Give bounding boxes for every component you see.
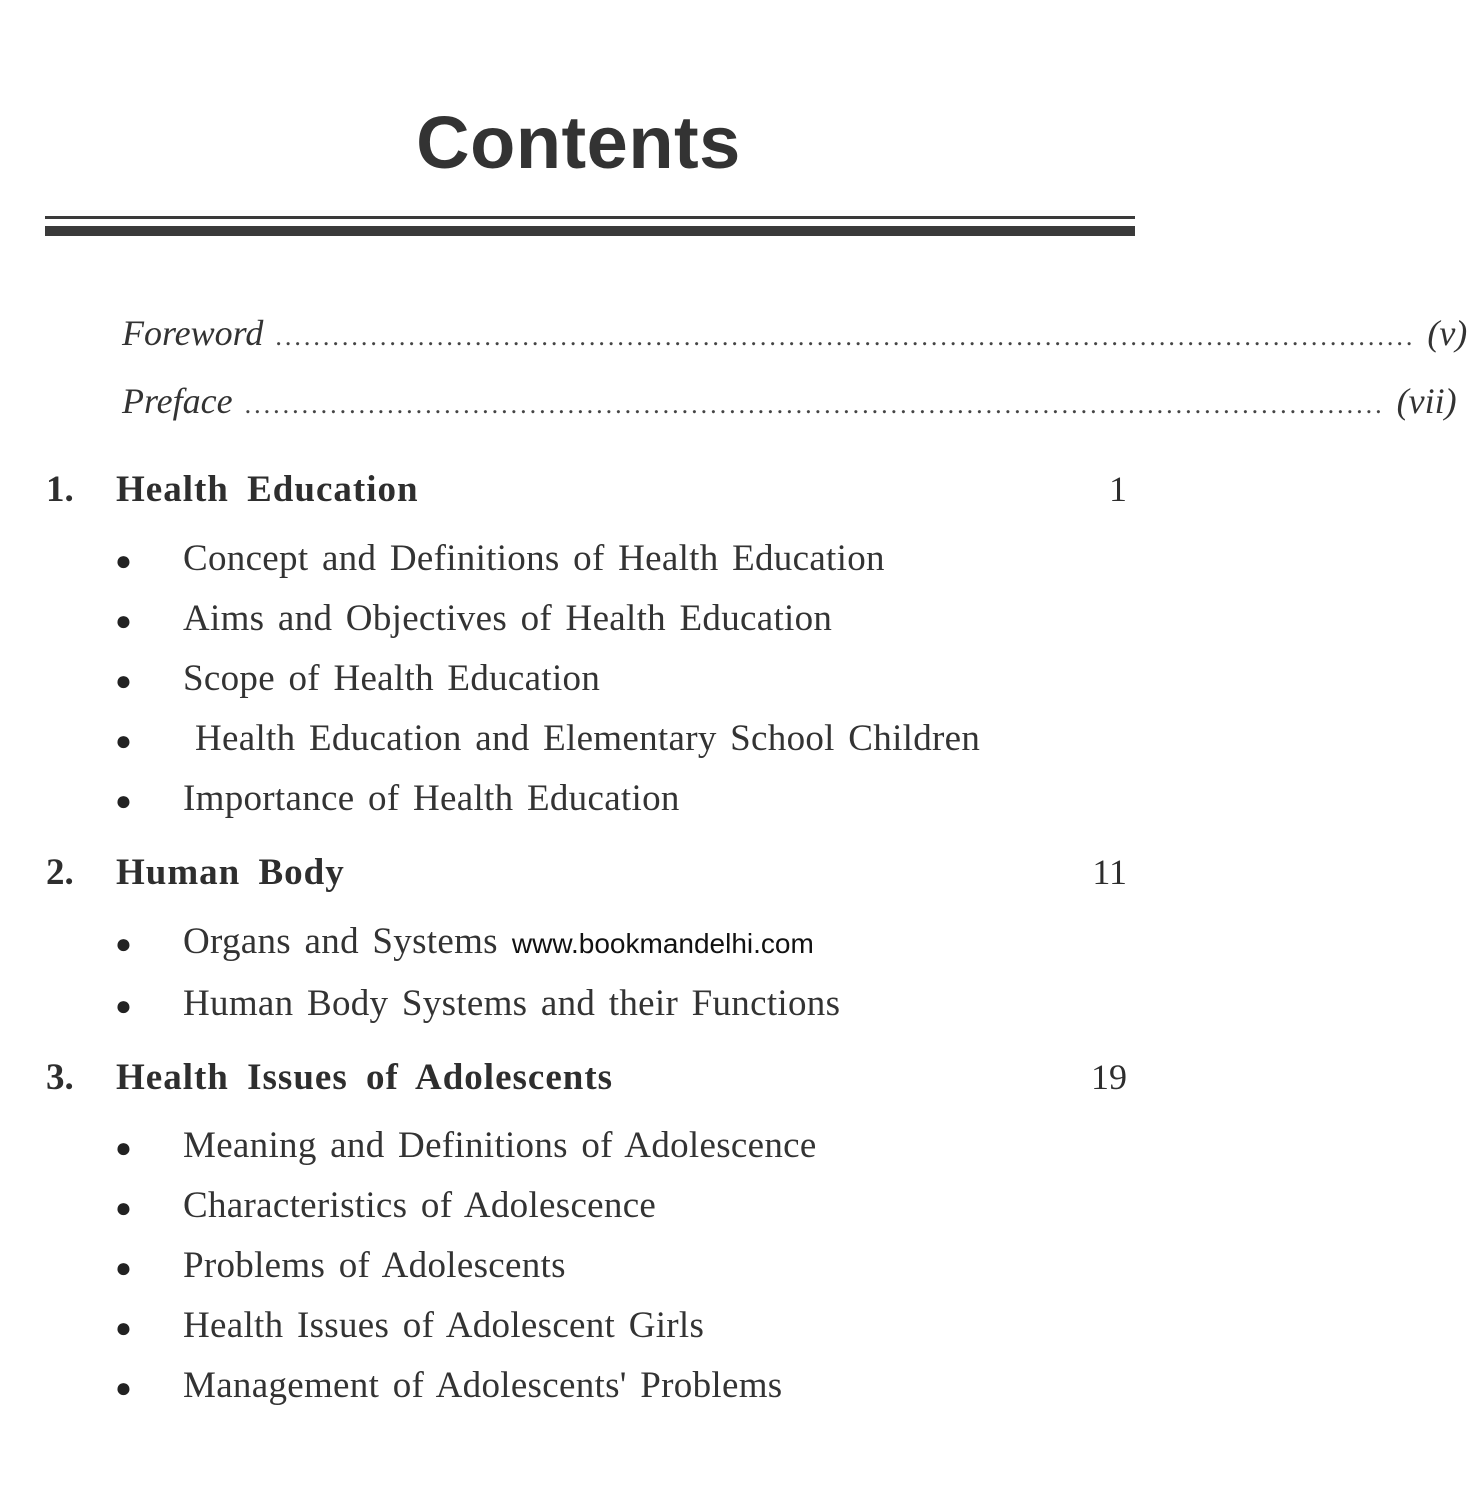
- chapter-title: Health Issues of Adolescents: [116, 1057, 614, 1098]
- topic-item: [115, 920, 1115, 966]
- topic-text: Characteristics of Adolescence: [183, 1185, 657, 1226]
- dot-leader: ........................................................................................................................: [244, 390, 1385, 419]
- topic-item: [115, 597, 1115, 643]
- topic-item: [115, 777, 1115, 823]
- topic-text: Organs and Systems: [183, 921, 498, 962]
- topic-text: Human Body Systems and their Functions: [183, 983, 841, 1024]
- title-rule-thick: [45, 226, 1135, 236]
- topic-item: [115, 657, 1115, 703]
- chapter-page: 11: [1092, 852, 1127, 892]
- chapter-title: Health Education: [116, 469, 419, 510]
- bullet-icon: ●: [115, 606, 132, 637]
- page-title: Contents: [416, 101, 741, 184]
- entry-label: Preface: [122, 381, 233, 421]
- toc-entry-preface[interactable]: [122, 380, 1457, 428]
- bullet-icon: ●: [115, 666, 132, 697]
- chapter-page: 19: [1091, 1057, 1127, 1097]
- topic-item: [115, 1304, 1115, 1350]
- entry-page: (vii): [1396, 381, 1457, 421]
- bullet-icon: ●: [115, 929, 132, 960]
- bullet-icon: ●: [115, 1253, 132, 1284]
- topic-item: [115, 1124, 1115, 1170]
- bullet-icon: ●: [115, 786, 132, 817]
- topic-text: Health Education and Elementary School Children: [195, 718, 981, 759]
- chapter-number: 2.: [46, 852, 74, 893]
- bullet-icon: ●: [115, 1373, 132, 1404]
- topic-item: [115, 537, 1115, 583]
- topic-text: Meaning and Definitions of Adolescence: [183, 1125, 817, 1166]
- watermark: www.bookmandelhi.com: [511, 928, 814, 959]
- topic-text: Aims and Objectives of Health Education: [183, 598, 833, 639]
- topic-item: [115, 1364, 1115, 1410]
- entry-label: Foreword: [122, 313, 264, 353]
- topic-item: [115, 982, 1115, 1028]
- bullet-icon: ●: [115, 1313, 132, 1344]
- bullet-icon: ●: [115, 1133, 132, 1164]
- chapter-heading[interactable]: [46, 468, 1127, 516]
- toc-entry-foreword[interactable]: [122, 312, 1467, 360]
- chapter-heading[interactable]: [46, 851, 1127, 899]
- bullet-icon: ●: [115, 726, 132, 757]
- title-rule-thin: [45, 216, 1135, 219]
- chapter-title: Human Body: [116, 852, 345, 893]
- topic-item: [115, 1244, 1115, 1290]
- topic-item: [115, 717, 1115, 763]
- bullet-icon: ●: [115, 991, 132, 1022]
- chapter-number: 1.: [46, 469, 74, 510]
- topic-text: Scope of Health Education: [183, 658, 601, 699]
- topic-text: Management of Adolescents' Problems: [183, 1365, 783, 1406]
- chapter-heading[interactable]: [46, 1056, 1127, 1104]
- topic-text: Importance of Health Education: [183, 778, 680, 819]
- dot-leader: ........................................................................................................................: [275, 322, 1416, 351]
- bullet-icon: ●: [115, 1193, 132, 1224]
- chapter-page: 1: [1109, 469, 1127, 509]
- bullet-icon: ●: [115, 546, 132, 577]
- topic-text: Concept and Definitions of Health Education: [183, 538, 885, 579]
- topic-text: Problems of Adolescents: [183, 1245, 566, 1286]
- topic-item: [115, 1184, 1115, 1230]
- chapter-number: 3.: [46, 1057, 74, 1098]
- topic-text: Health Issues of Adolescent Girls: [183, 1305, 705, 1346]
- entry-page: (v): [1427, 313, 1467, 353]
